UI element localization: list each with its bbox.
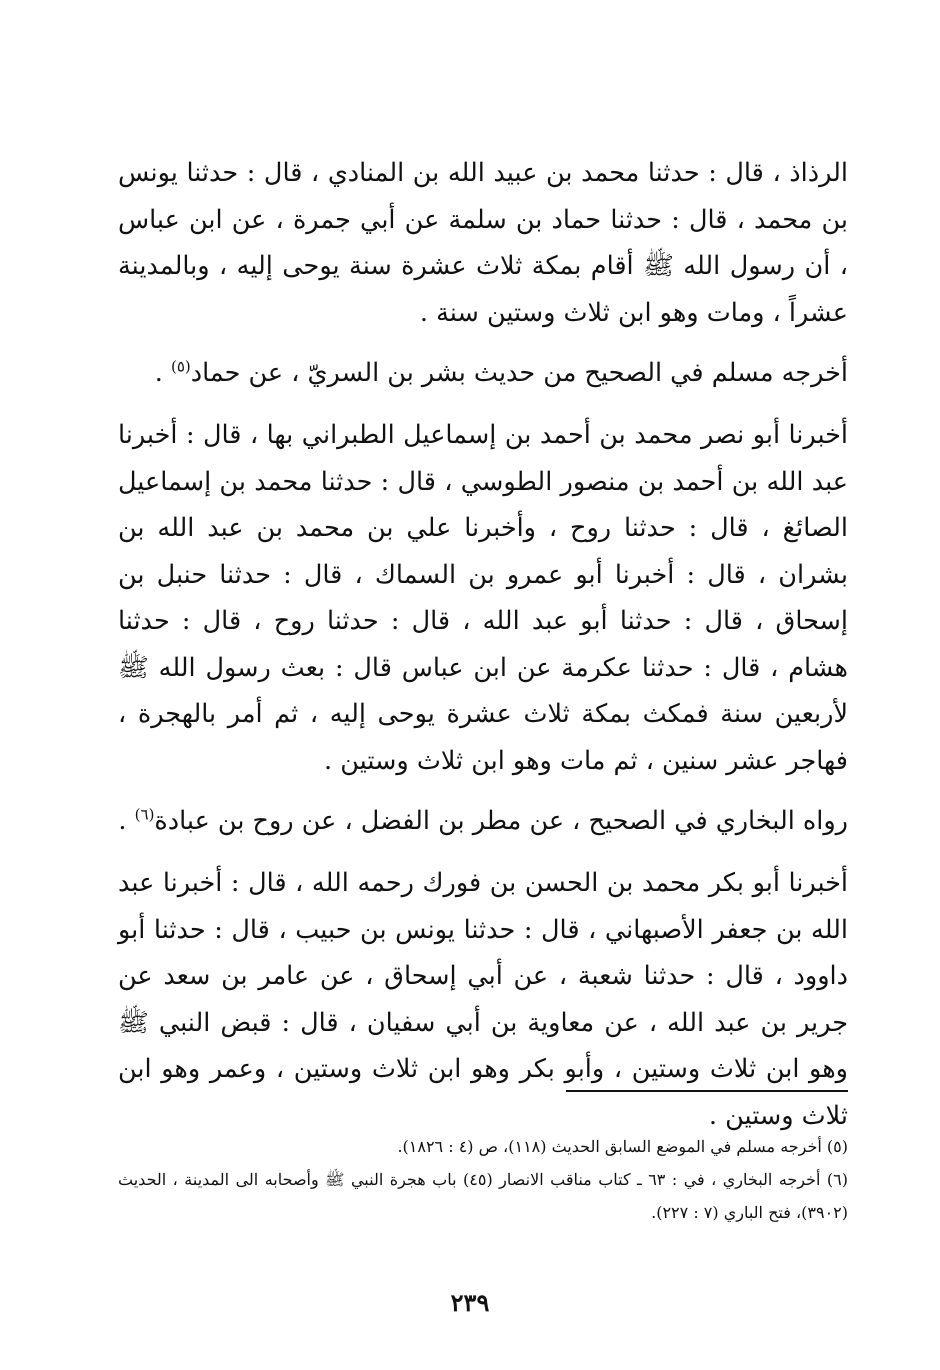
- page-number: ٢٣٩: [450, 1288, 490, 1317]
- footnote-6: (٦) أخرجه البخاري ، في : ٦٣ ـ كتاب مناقب الانصار (٤٥) باب هجرة النبي ﷺ وأصحابه الى المدينة ، الحديث (٣٩٠٢)، فتح الباري (٧ : ٢٢٧).: [118, 1170, 848, 1222]
- paragraph-1: الرذاذ ، قال : حدثنا محمد بن عبيد الله بن المنادي ، قال : حدثنا يونس بن محمد ، قال : حدثنا حماد بن سلمة عن أبي جمرة ، عن ابن عباس ، أن رسول الله ﷺ أقام بمكة ثلاث عشرة سنة يوحى إليه ، وبالمدينة عشراً ، ومات وهو ابن ثلاث وستين سنة .: [118, 158, 848, 328]
- footnotes-section: [118, 1090, 848, 1229]
- paragraph-3: أخبرنا أبو نصر محمد بن أحمد بن إسماعيل الطبراني بها ، قال : أخبرنا عبد الله بن أحمد بن منصور الطوسي ، قال : حدثنا محمد بن إسماعيل الصائغ ، قال : حدثنا روح ، وأخبرنا علي بن محمد بن عبد الله بن بشران ، قال : أخبرنا أبو عمرو بن السماك ، قال : حدثنا حنبل بن إسحاق ، قال : حدثنا أبو عبد الله ، قال : حدثنا روح ، قال : حدثنا هشام ، قال : حدثنا عكرمة عن ابن عباس قال : بعث رسول الله ﷺ لأربعين سنة فمكث بمكة ثلاث عشرة يوحى إليه ، ثم أمر بالهجرة ، فهاجر عشر سنين ، ثم مات وهو ابن ثلاث وستين .: [118, 420, 848, 776]
- paragraph-2-text: أخرجه مسلم في الصحيح من حديث بشر بن السريّ ، عن حماد: [190, 358, 848, 388]
- footnote-separator: [566, 1090, 848, 1092]
- footnote-5: (٥) أخرجه مسلم في الموضع السابق الحديث (١١٨)، ص (٤ : ١٨٢٦).: [397, 1137, 848, 1156]
- paragraph-4: [118, 798, 848, 844]
- paragraph-2-tail: .: [154, 358, 171, 388]
- paragraph-4-text: رواه البخاري في الصحيح ، عن مطر بن الفضل ، عن روح بن عبادة: [154, 806, 848, 836]
- paragraph-gap: [118, 784, 848, 798]
- footnote-ref-6: (٦): [134, 805, 155, 824]
- paragraph-5: أخبرنا أبو بكر محمد بن الحسن بن فورك رحمه الله ، قال : أخبرنا عبد الله بن جعفر الأصبهاني ، قال : حدثنا يونس بن حبيب ، قال : حدثنا أبو داوود ، قال : حدثنا شعبة ، عن أبي إسحاق ، عن عامر بن سعد عن جرير بن عبد الله ، عن معاوية بن أبي سفيان ، قال : قبض النبي ﷺ وهو ابن ثلاث وستين ، وأبو بكر وهو ابن ثلاث وستين ، وعمر وهو ابن ثلاث وستين .: [118, 868, 848, 1131]
- main-text: [118, 150, 848, 1139]
- paragraph-gap: [118, 396, 848, 412]
- paragraph-gap: [118, 336, 848, 350]
- paragraph-2: [118, 350, 848, 396]
- paragraph-gap: [118, 844, 848, 860]
- paragraph-4-tail: .: [118, 806, 135, 836]
- footnote-ref-5: (٥): [170, 357, 191, 376]
